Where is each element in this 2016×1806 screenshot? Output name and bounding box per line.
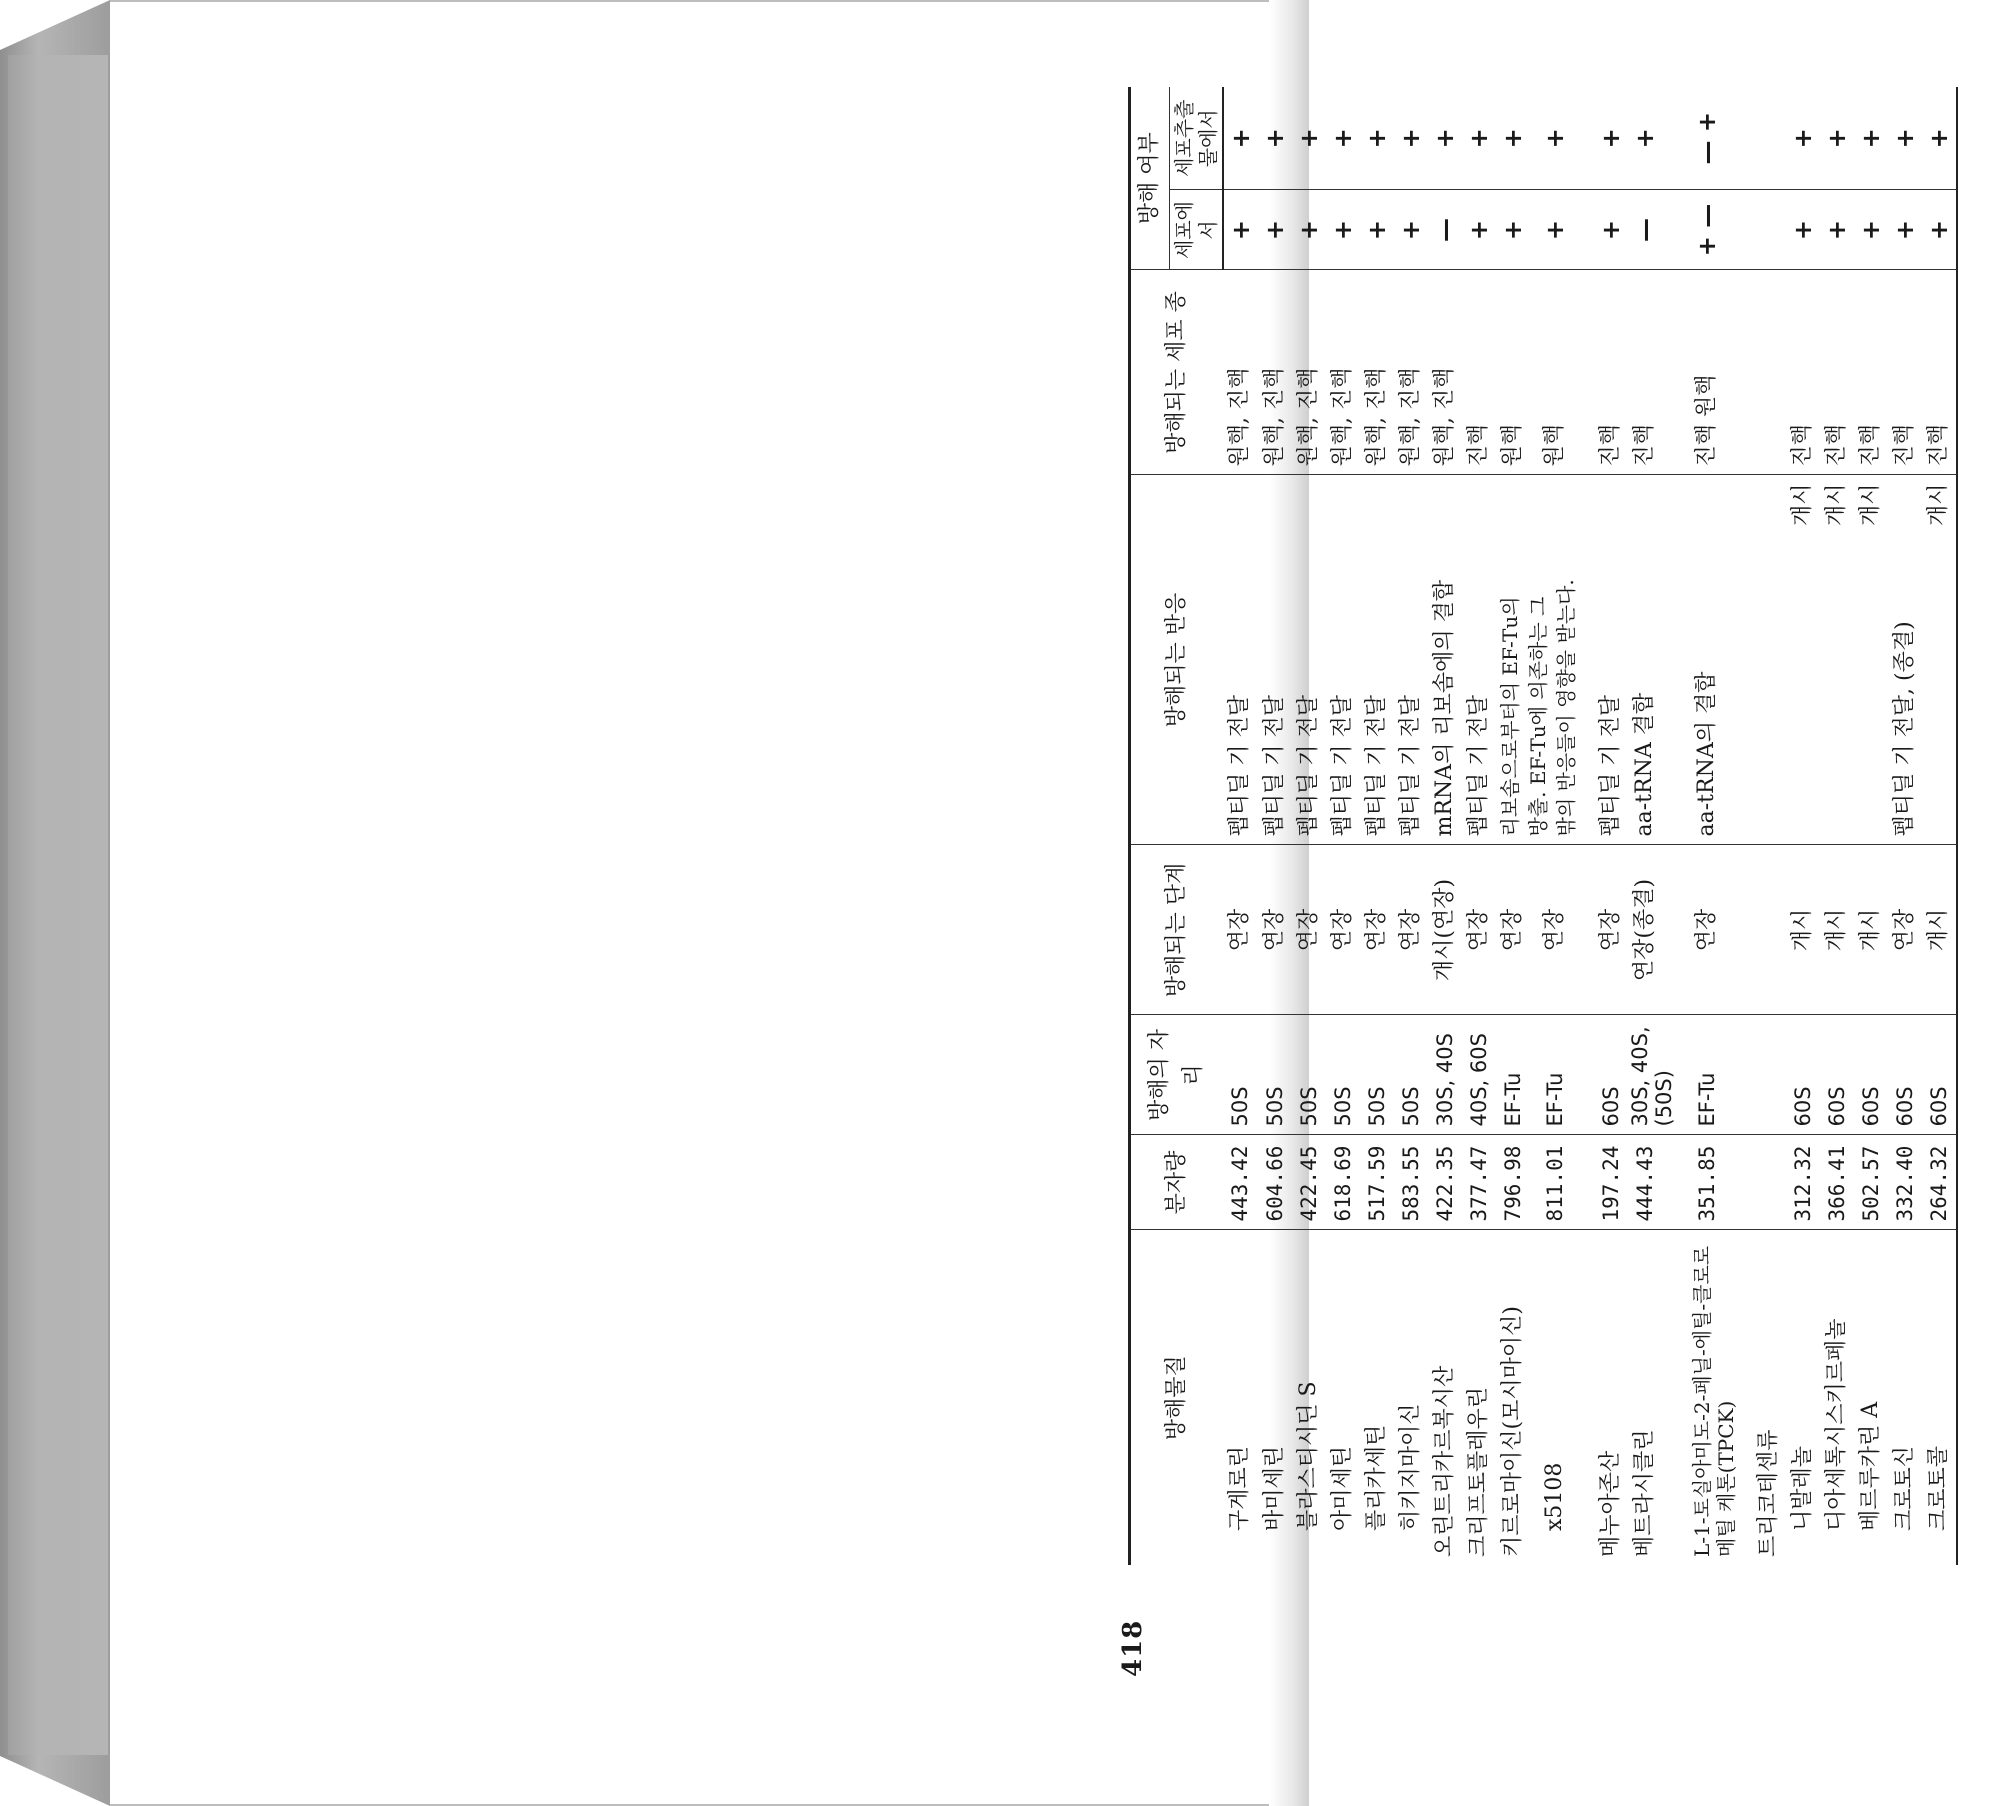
table-row xyxy=(1360,87,1394,1565)
stage: 연장 xyxy=(1690,845,1738,1015)
table-row xyxy=(1462,87,1496,1565)
table-row xyxy=(1854,87,1888,1565)
molecular-weight: 197.24 xyxy=(1594,1135,1628,1230)
cell-types: 진핵 xyxy=(1820,270,1854,475)
cell-types: 진핵 xyxy=(1888,270,1922,475)
note-line-1: 리보솜으로부터의 EF-Tu의 xyxy=(1498,596,1522,837)
molecular-weight: 366.41 xyxy=(1820,1135,1854,1230)
inhibitor-name: 베트라시클린 xyxy=(1628,1230,1676,1565)
in-extract-value: + xyxy=(1631,128,1659,149)
table-row xyxy=(1628,87,1676,1565)
reaction: 펩티딜 기 전달 xyxy=(1292,475,1326,845)
table-row xyxy=(1594,87,1628,1565)
reaction: aa-tRNA의 결합 xyxy=(1690,475,1738,845)
header-molecular-weight: 분자량 xyxy=(1130,1135,1224,1230)
in-extract-value: + xyxy=(1397,128,1425,149)
site: 40S, 60S xyxy=(1462,1015,1496,1135)
site: 50S xyxy=(1326,1015,1360,1135)
in-cells-value: + xyxy=(1292,190,1326,270)
molecular-weight: 583.55 xyxy=(1394,1135,1428,1230)
site: 50S xyxy=(1394,1015,1428,1135)
site: 50S xyxy=(1360,1015,1394,1135)
inhibitor-name: 크로토신 xyxy=(1892,1445,1917,1531)
site: 30S, 40S, (50S) xyxy=(1628,1015,1676,1135)
site: 50S xyxy=(1258,1015,1292,1135)
inhibitor-name: 크로토콜 xyxy=(1926,1445,1951,1531)
inhibitor-name: 키르로마이신(모시마이신) xyxy=(1496,1230,1538,1565)
reaction: 펩티딜 기 전달 xyxy=(1394,475,1428,845)
molecular-weight: 604.66 xyxy=(1258,1135,1292,1230)
molecular-weight: 618.69 xyxy=(1326,1135,1360,1230)
reaction: 펩티딜 기 전달 xyxy=(1258,475,1292,845)
cell-types: 원핵, 진핵 xyxy=(1394,270,1428,475)
cell-types: 원핵, 진핵 xyxy=(1360,270,1394,475)
in-extract-value: + xyxy=(1857,128,1885,149)
header-cells: 방해되는 세포 종 xyxy=(1130,270,1224,475)
reaction: 펩티딜 기 전달 xyxy=(1594,475,1628,845)
header-inhibitor: 방해물질 xyxy=(1130,1230,1224,1565)
inhibitor-name: 니발레놀 xyxy=(1790,1445,1815,1531)
molecular-weight: 422.45 xyxy=(1292,1135,1326,1230)
in-extract-value: + xyxy=(1363,128,1391,149)
cell-types: 원핵 xyxy=(1538,270,1580,475)
table-row xyxy=(1223,87,1258,1565)
molecular-weight: 796.98 xyxy=(1496,1135,1538,1230)
table-row xyxy=(1496,87,1538,1565)
in-cells-value: — xyxy=(1428,190,1462,270)
reaction: 개시 xyxy=(1854,475,1888,845)
cell-types: 원핵, 진핵 xyxy=(1223,270,1258,475)
in-extract-value: + xyxy=(1541,128,1569,149)
in-cells-value: + xyxy=(1394,190,1428,270)
in-cells-value: — xyxy=(1628,190,1676,270)
cell-types: 진핵 xyxy=(1922,270,1957,475)
cell-types: 원핵, 진핵 xyxy=(1326,270,1360,475)
in-cells-value: + xyxy=(1223,190,1258,270)
table-row xyxy=(1922,87,1957,1565)
in-extract-value: + xyxy=(1823,128,1851,149)
site: 60S xyxy=(1594,1015,1628,1135)
site: 50S xyxy=(1292,1015,1326,1135)
inhibitor-name: 크리프토플레우린 xyxy=(1462,1230,1496,1565)
table-row xyxy=(1888,87,1922,1565)
in-extract-value: + xyxy=(1891,128,1919,149)
in-cells-value: + xyxy=(1820,190,1854,270)
molecular-weight: 811.01 xyxy=(1538,1135,1580,1230)
table-row xyxy=(1292,87,1326,1565)
reaction: aa-tRNA 결합 xyxy=(1628,475,1676,845)
inhibitor-name: 플리카세틴 xyxy=(1364,1424,1389,1531)
cell-types: 진핵 xyxy=(1628,270,1676,475)
inhibitor-name: 바미세린 xyxy=(1262,1445,1287,1531)
site: 50S xyxy=(1223,1015,1258,1135)
cell-types: 진핵 xyxy=(1786,270,1820,475)
stage: 연장 xyxy=(1223,845,1258,1015)
inhibitor-name: 블라스티시딘 S xyxy=(1296,1381,1321,1531)
rotated-table-region xyxy=(1118,87,2016,1677)
header-stage: 방해되는 단계 xyxy=(1130,845,1224,1015)
molecular-weight: 422.35 xyxy=(1428,1135,1462,1230)
molecular-weight: 332.40 xyxy=(1888,1135,1922,1230)
molecular-weight: 444.43 xyxy=(1628,1135,1676,1230)
reaction: 펩티딜 기 전달 xyxy=(1360,475,1394,845)
in-cells-value: + xyxy=(1922,190,1957,270)
reaction: 펩티딜 기 전달 xyxy=(1462,475,1496,845)
in-cells-value: + xyxy=(1594,190,1628,270)
site: EF-Tu xyxy=(1496,1015,1538,1135)
in-cells-value: + xyxy=(1786,190,1820,270)
site: EF-Tu xyxy=(1538,1015,1580,1135)
cell-types: 진핵 xyxy=(1462,270,1496,475)
reaction: 개시 xyxy=(1820,475,1854,845)
stage: 연장 xyxy=(1394,845,1428,1015)
in-cells-value: + xyxy=(1496,190,1538,270)
header-in-cells: 세포에서 xyxy=(1170,190,1224,270)
inhibitor-name: 메누아존산 xyxy=(1594,1230,1628,1565)
stage: 연장 xyxy=(1360,845,1394,1015)
book-page xyxy=(110,0,1953,1806)
stage: 개시 xyxy=(1786,845,1820,1015)
stage: 개시 xyxy=(1922,845,1957,1015)
cell-types: 원핵, 진핵 xyxy=(1428,270,1462,475)
stage: 연장(종결) xyxy=(1628,845,1676,1015)
reaction: 개시 xyxy=(1786,475,1820,845)
molecular-weight: 264.32 xyxy=(1922,1135,1957,1230)
inhibitor-name: 디아세톡시스키르페놀 xyxy=(1824,1318,1849,1531)
in-extract-value: + xyxy=(1431,128,1459,149)
site: 60S xyxy=(1854,1015,1888,1135)
in-cells-value: + xyxy=(1888,190,1922,270)
site: EF-Tu xyxy=(1690,1015,1738,1135)
site: 60S xyxy=(1888,1015,1922,1135)
inhibitor-name: L-1-토실아미도-2-페닐-에틸-클로로메틸 케톤(TPCK) xyxy=(1690,1230,1738,1565)
in-extract-value: + xyxy=(1922,87,1957,190)
stage: 개시(연장) xyxy=(1428,845,1462,1015)
inhibitor-name: 히키지마이신 xyxy=(1398,1403,1423,1531)
note-line-2: 방출. EF-Tu에 의존하는 그 xyxy=(1526,596,1550,837)
cell-types: 진핵 xyxy=(1594,270,1628,475)
molecular-weight: 351.85 xyxy=(1690,1135,1738,1230)
table-row xyxy=(1820,87,1854,1565)
molecular-weight: 443.42 xyxy=(1223,1135,1258,1230)
stage: 연장 xyxy=(1538,845,1580,1015)
reaction: 펩티딜 기 전달 xyxy=(1223,475,1258,845)
inhibitor-group-name: 트리코테센류 xyxy=(1752,1230,1786,1565)
inhibitor-name: 아미세틴 xyxy=(1330,1445,1355,1531)
cell-types: 원핵 xyxy=(1496,270,1538,475)
cell-types: 원핵, 진핵 xyxy=(1258,270,1292,475)
table-row xyxy=(1394,87,1428,1565)
page-number: 418 xyxy=(1118,1619,1148,1677)
stage: 개시 xyxy=(1854,845,1888,1015)
inhibitor-name: 구게로린 xyxy=(1227,1445,1252,1531)
in-cells-value: + xyxy=(1326,190,1360,270)
reaction: mRNA의 리보솜에의 결합 xyxy=(1428,475,1462,845)
inhibitor-name: 베르루카린 A xyxy=(1858,1401,1883,1531)
table-row xyxy=(1786,87,1820,1565)
header-inhibition: 방해 여부 xyxy=(1130,87,1170,270)
table-row xyxy=(1258,87,1292,1565)
molecular-weight: 312.32 xyxy=(1786,1135,1820,1230)
table-row xyxy=(1326,87,1360,1565)
stage: 연장 xyxy=(1594,845,1628,1015)
header-in-extract: 세포추출물에서 xyxy=(1170,87,1224,190)
cell-types: 진핵 원핵 xyxy=(1690,270,1738,475)
in-cells-value: + xyxy=(1360,190,1394,270)
in-extract-value: + xyxy=(1789,128,1817,149)
in-extract-value: + xyxy=(1295,128,1323,149)
in-cells-value: + — xyxy=(1690,190,1738,270)
header-reaction: 방해되는 반응 xyxy=(1130,475,1224,845)
in-extract-value: + xyxy=(1261,128,1289,149)
stage: 연장 xyxy=(1888,845,1922,1015)
inhibitor-table xyxy=(1128,87,1958,1565)
in-cells-value: + xyxy=(1258,190,1292,270)
stage: 연장 xyxy=(1326,845,1360,1015)
cell-types: 진핵 xyxy=(1854,270,1888,475)
stage: 연장 xyxy=(1258,845,1292,1015)
in-extract-value: + xyxy=(1597,128,1625,149)
site: 60S xyxy=(1820,1015,1854,1135)
site: 60S xyxy=(1922,1015,1957,1135)
table-row xyxy=(1690,87,1738,1565)
reaction: 펩티딜 기 전달 xyxy=(1326,475,1360,845)
stage: 연장 xyxy=(1462,845,1496,1015)
inhibitor-name: 오린트리카르복시산 xyxy=(1428,1230,1462,1565)
reaction: 개시 xyxy=(1922,475,1957,845)
molecular-weight: 517.59 xyxy=(1360,1135,1394,1230)
cell-types: 원핵, 진핵 xyxy=(1292,270,1326,475)
molecular-weight: 502.57 xyxy=(1854,1135,1888,1230)
in-extract-value: + xyxy=(1227,128,1255,149)
note-line-3: 밖의 반응들이 영향을 받는다. xyxy=(1554,579,1578,837)
in-extract-value: + xyxy=(1329,128,1357,149)
inhibitor-name: x5108 xyxy=(1542,1462,1567,1531)
site: 30S, 40S xyxy=(1428,1015,1462,1135)
in-cells-value: + xyxy=(1462,190,1496,270)
table-row-group xyxy=(1752,87,1786,1565)
in-cells-value: + xyxy=(1538,190,1580,270)
in-extract-value: + xyxy=(1465,128,1493,149)
stage: 연장 xyxy=(1292,845,1326,1015)
in-cells-value: + xyxy=(1854,190,1888,270)
molecular-weight: 377.47 xyxy=(1462,1135,1496,1230)
in-extract-value: + xyxy=(1499,128,1527,149)
stage: 개시 xyxy=(1820,845,1854,1015)
table-row xyxy=(1428,87,1462,1565)
site: 60S xyxy=(1786,1015,1820,1135)
header-site: 방해의 자리 xyxy=(1130,1015,1224,1135)
stage: 연장 xyxy=(1496,845,1538,1015)
reaction: 펩티딜 기 전달, (종결) xyxy=(1888,475,1922,845)
book-spine-shade xyxy=(8,55,108,1755)
in-extract-value: — + xyxy=(1693,112,1721,165)
reaction-note-ef-tu xyxy=(1496,475,1580,845)
